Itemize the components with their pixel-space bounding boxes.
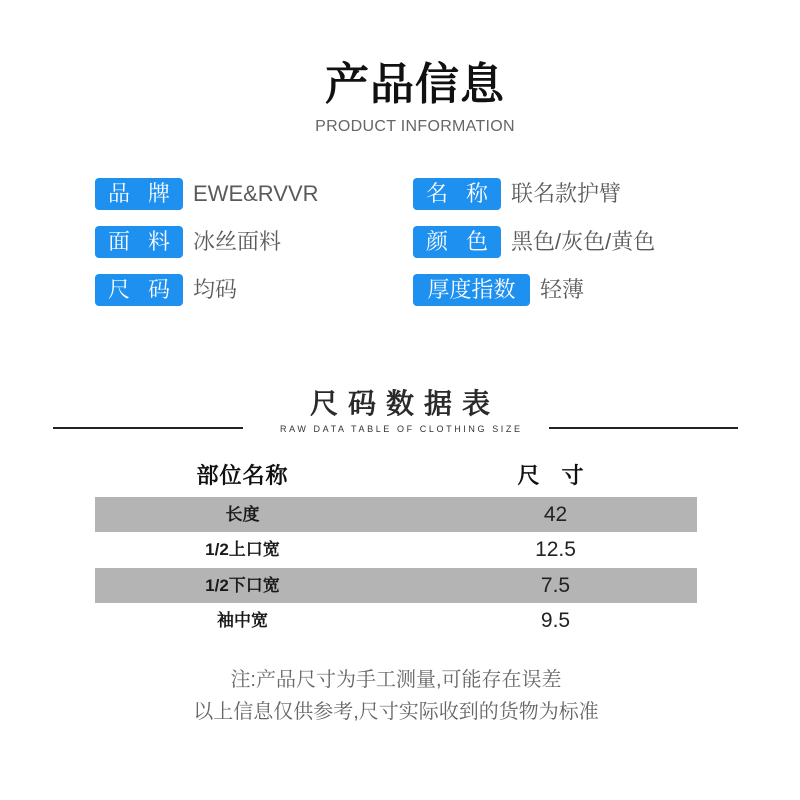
size-section-title: 尺码数据表 xyxy=(309,388,500,419)
table-row xyxy=(95,603,697,638)
info-item-fabric xyxy=(95,226,281,258)
page-title: 产品信息 xyxy=(325,60,505,109)
size-table xyxy=(95,458,697,638)
note-measurement: 注:产品尺寸为手工测量,可能存在误差 xyxy=(230,669,562,691)
row-value: 42 xyxy=(543,503,568,526)
table-row xyxy=(95,532,697,567)
row-label: 袖中宽 xyxy=(217,610,268,630)
row-label: 长度 xyxy=(225,505,260,524)
header-cell-part-name: 部位名称 xyxy=(196,463,289,488)
note-reference: 以上信息仅供参考,尺寸实际收到的货物为标准 xyxy=(193,701,599,723)
size-table-header xyxy=(95,458,697,497)
info-value-brand: EWE&RVVR xyxy=(193,181,319,206)
row-value: 12.5 xyxy=(535,538,576,562)
info-value-name: 联名款护臂 xyxy=(511,181,622,206)
divider-right xyxy=(549,427,738,429)
row-value: 9.5 xyxy=(540,608,571,632)
info-value-thickness: 轻薄 xyxy=(540,277,585,302)
size-section-subtitle: RAW DATA TABLE OF CLOTHING SIZE xyxy=(279,424,523,434)
table-row xyxy=(95,497,697,532)
table-row xyxy=(95,568,697,603)
info-value-fabric: 冰丝面料 xyxy=(193,229,282,254)
info-item-thickness xyxy=(413,274,584,306)
divider-left xyxy=(53,427,243,429)
info-label-fabric: 面 料 xyxy=(95,226,183,258)
info-item-brand xyxy=(95,178,319,210)
row-label: 1/2上口宽 xyxy=(205,540,280,560)
info-label-size: 尺 码 xyxy=(95,274,183,306)
header-cell-size: 尺 寸 xyxy=(517,463,584,488)
info-item-name xyxy=(413,178,621,210)
row-value: 7.5 xyxy=(540,573,571,597)
info-value-size: 均码 xyxy=(193,277,238,302)
page-subtitle: PRODUCT INFORMATION xyxy=(315,118,515,135)
info-label-brand: 品 牌 xyxy=(95,178,183,210)
info-label-name: 名 称 xyxy=(413,178,501,210)
info-item-size xyxy=(95,274,237,306)
row-label: 1/2下口宽 xyxy=(205,575,280,595)
info-label-color: 颜 色 xyxy=(413,226,501,258)
info-label-thickness: 厚度指数 xyxy=(413,274,530,306)
info-item-color xyxy=(413,226,655,258)
info-value-color: 黑色/灰色/黄色 xyxy=(511,229,656,254)
